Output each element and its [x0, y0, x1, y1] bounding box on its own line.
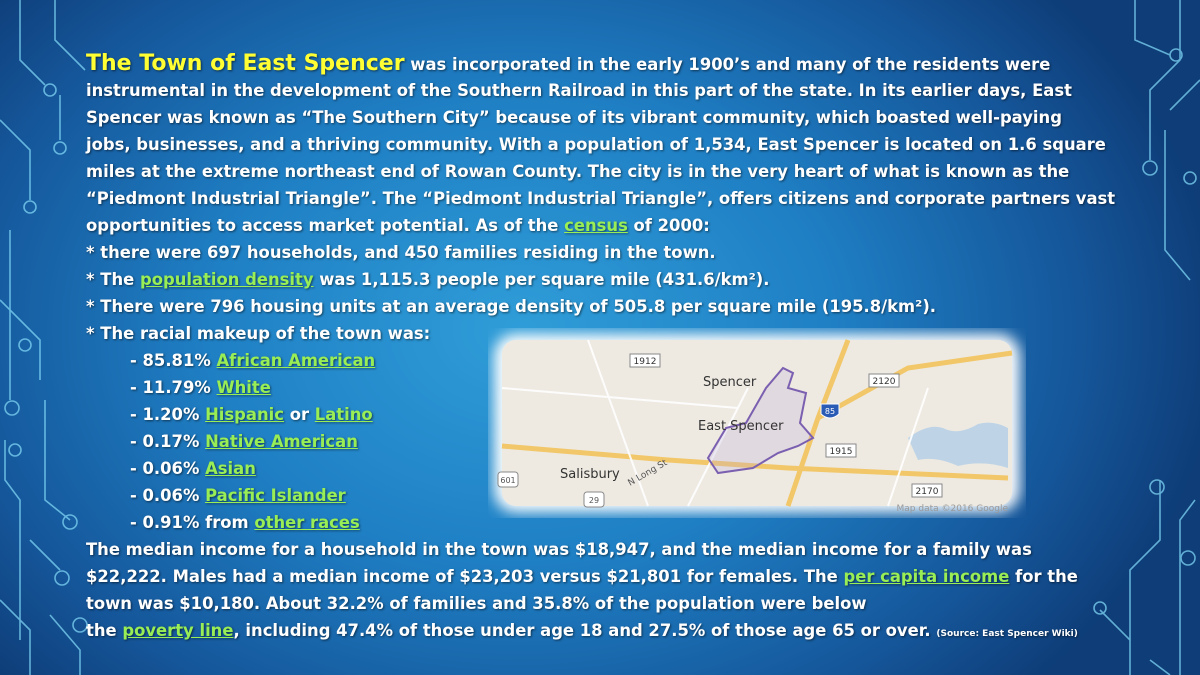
bullet-density	[86, 266, 1166, 293]
text-span: opportunities to access market potential. As of the	[86, 216, 559, 235]
text-span: - 0.06%	[130, 459, 200, 478]
white-link[interactable]: White	[216, 378, 271, 397]
route-2120-label: 2120	[872, 377, 896, 387]
text-line: Spencer was known as “The Southern City” because of its vibrant community, which boasted well-paying	[86, 108, 1062, 127]
text-line: The median income for a household in the town was $18,947, and the median income for a family was	[86, 540, 1032, 559]
text-line	[86, 563, 1166, 590]
census-link[interactable]: census	[564, 216, 628, 235]
text-span: the	[86, 621, 117, 640]
african-american-link[interactable]: African American	[216, 351, 376, 370]
other-races-link[interactable]: other races	[254, 513, 360, 532]
latino-link[interactable]: Latino	[314, 405, 373, 424]
text-line: jobs, businesses, and a thriving community. With a population of 1,534, East Spencer is located on 1.6 square	[86, 135, 1106, 154]
interstate-85-label: 85	[824, 407, 836, 416]
text-span: - 0.17%	[130, 432, 200, 451]
map-label-spencer: Spencer	[703, 375, 757, 390]
map-label-street: N Long St	[626, 458, 670, 489]
bullet-households: * there were 697 households, and 450 families residing in the town.	[86, 243, 716, 262]
text-span: - 0.06%	[130, 486, 200, 505]
text-line: town was $10,180. About 32.2% of families and 35.8% of the population were below	[86, 594, 867, 613]
text-line	[86, 212, 1166, 239]
map-image	[488, 328, 1026, 518]
bullet-housing: * There were 796 housing units at an average density of 505.8 per square mile (195.8/km²).	[86, 297, 937, 316]
native-american-link[interactable]: Native American	[205, 432, 358, 451]
route-2170-label: 2170	[915, 487, 939, 497]
slide-title: The Town of East Spencer	[86, 51, 405, 76]
text-span: was 1,115.3 people per square mile (431.6/km²).	[319, 270, 770, 289]
source-note: (Source: East Spencer Wiki)	[936, 629, 1078, 639]
map-attribution: Map data ©2016 Google	[896, 504, 1008, 514]
text-span: $22,222. Males had a median income of $23,203 versus $21,801 for females. The	[86, 567, 838, 586]
text-line: “Piedmont Industrial Triangle”. The “Piedmont Industrial Triangle”, offers citizens and corporate partners vast	[86, 189, 1116, 208]
us-29-label: 29	[588, 496, 600, 505]
text-line	[86, 50, 1166, 77]
bullet-racial: * The racial makeup of the town was:	[86, 324, 431, 343]
text-span: - 11.79%	[130, 378, 211, 397]
text-line: instrumental in the development of the Southern Railroad in this part of the state. In its earlier days, East	[86, 81, 1072, 100]
text-line	[86, 617, 1166, 644]
map-label-east-spencer: East Spencer	[698, 419, 784, 434]
text-span: - 85.81%	[130, 351, 211, 370]
route-1915-label: 1915	[829, 447, 853, 457]
asian-link[interactable]: Asian	[205, 459, 256, 478]
text-span: - 1.20%	[130, 405, 200, 424]
route-1912-label: 1912	[633, 357, 657, 367]
poverty-line-link[interactable]: poverty line	[122, 621, 234, 640]
text-span: - 0.91% from	[130, 513, 249, 532]
map-label-salisbury: Salisbury	[560, 467, 620, 482]
text-line: miles at the extreme northeast end of Rowan County. The city is in the very heart of what is known as the	[86, 162, 1070, 181]
text-span: * The	[86, 270, 135, 289]
text-span: or	[289, 405, 310, 424]
us-601-label: 601	[500, 476, 516, 485]
text-span: for the	[1015, 567, 1078, 586]
text-span: , including 47.4% of those under age 18 and 27.5% of those age 65 or over.	[233, 621, 931, 640]
text-span: was incorporated in the early 1900’s and many of the residents were	[410, 55, 1051, 74]
text-span: of 2000:	[633, 216, 710, 235]
pacific-islander-link[interactable]: Pacific Islander	[205, 486, 346, 505]
per-capita-income-link[interactable]: per capita income	[843, 567, 1010, 586]
hispanic-link[interactable]: Hispanic	[205, 405, 284, 424]
population-density-link[interactable]: population density	[139, 270, 314, 289]
